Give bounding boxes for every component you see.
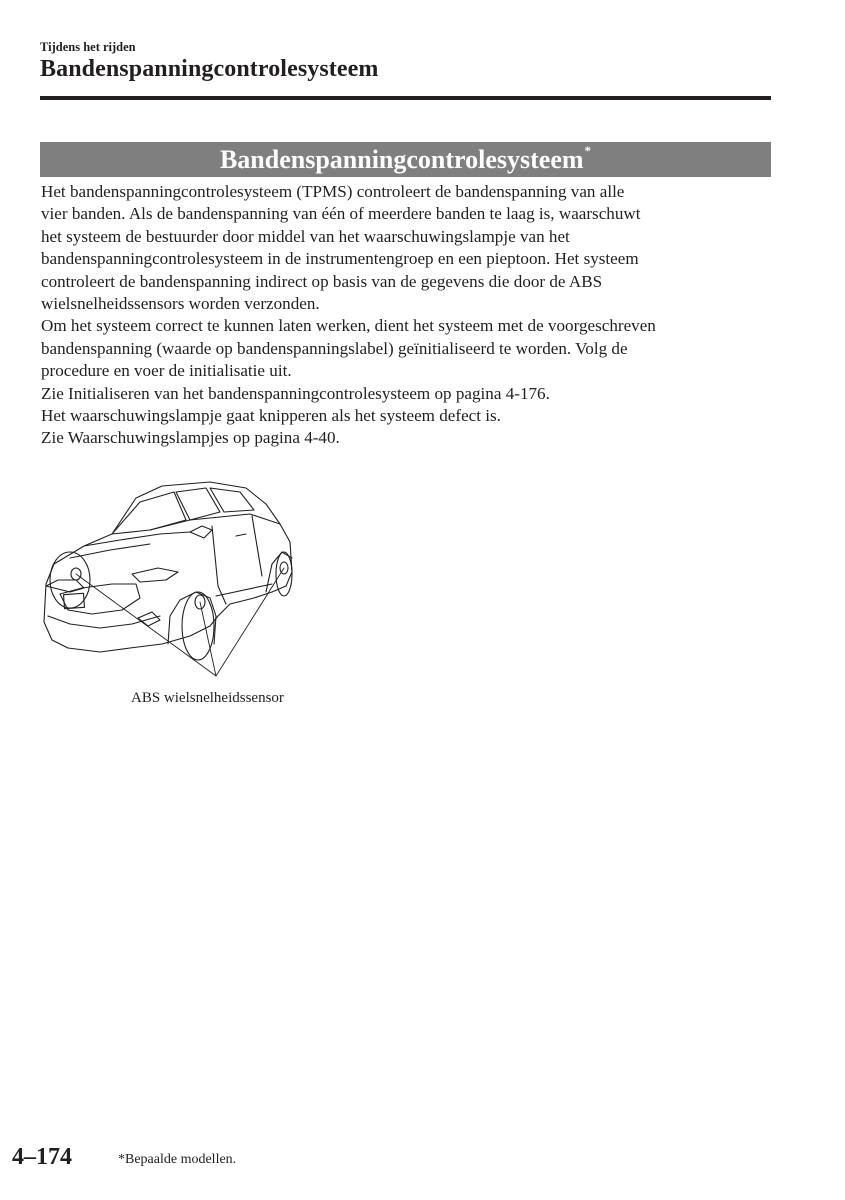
leader-line-front [200, 602, 216, 676]
header-divider [40, 96, 771, 100]
chapter-label: Tijdens het rijden [40, 40, 136, 54]
paragraph-2 [41, 315, 781, 382]
door-handle [236, 534, 246, 536]
headlight-right [132, 568, 178, 582]
door-line-front [212, 526, 226, 604]
sill-line [216, 584, 272, 596]
paragraph-5: Zie Waarschuwingslampjes op pagina 4-40. [41, 428, 340, 448]
section-title-banner [40, 142, 771, 177]
car-abs-sensor-illustration [40, 476, 300, 686]
page-number: 4–174 [12, 1144, 72, 1170]
car-body-outline [44, 482, 292, 652]
page-header-title: Bandenspanningcontrolesysteem [40, 56, 379, 82]
door-line-rear [252, 516, 262, 576]
p1-line-3: het systeem de bestuurder door middel van het waarschuwingslampje van het [41, 226, 570, 246]
section-title: Bandenspanningcontrolesysteem [219, 145, 584, 174]
paragraph-3: Zie Initialiseren van het bandenspanningcontrolesysteem op pagina 4-176. [41, 383, 550, 403]
p2-line-3: procedure en voer de initialisatie uit. [41, 361, 292, 381]
side-window-rear [210, 488, 254, 512]
p2-line-2: bandenspanning (waarde op bandenspanningslabel) geïnitialiseerd te worden. Volg de [41, 338, 628, 358]
p1-line-2: vier banden. Als de bandenspanning van één of meerdere banden te laag is, waarschuwt [41, 204, 641, 224]
paragraph-1 [41, 181, 781, 315]
p2-line-1: Om het systeem correct te kunnen laten werken, dient het systeem met de voorgeschreven [41, 316, 656, 336]
leader-line-rear [216, 568, 284, 676]
section-title-marker: * [584, 143, 592, 158]
body-text [41, 181, 781, 450]
footnote: *Bepaalde modellen. [118, 1152, 237, 1167]
paragraph-4: Het waarschuwingslampje gaat knipperen als het systeem defect is. [41, 406, 501, 426]
leader-line-left [76, 574, 216, 676]
p1-line-5: controleert de bandenspanning indirect op basis van de gegevens die door de ABS [41, 271, 603, 291]
figure-caption: ABS wielsnelheidssensor [131, 690, 284, 706]
hood-crease [70, 544, 150, 558]
windshield [112, 492, 186, 534]
beltline [150, 514, 280, 530]
p1-line-6: wielsnelheidssensors worden verzonden. [41, 294, 320, 314]
grille [60, 584, 140, 614]
p1-line-1: Het bandenspanningcontrolesysteem (TPMS) controleert de bandenspanning van alle [41, 182, 625, 201]
side-mirror [190, 526, 212, 538]
p1-line-4: bandenspanningcontrolesysteem in de instrumentengroep en een pieptoon. Het systeem [41, 249, 639, 269]
